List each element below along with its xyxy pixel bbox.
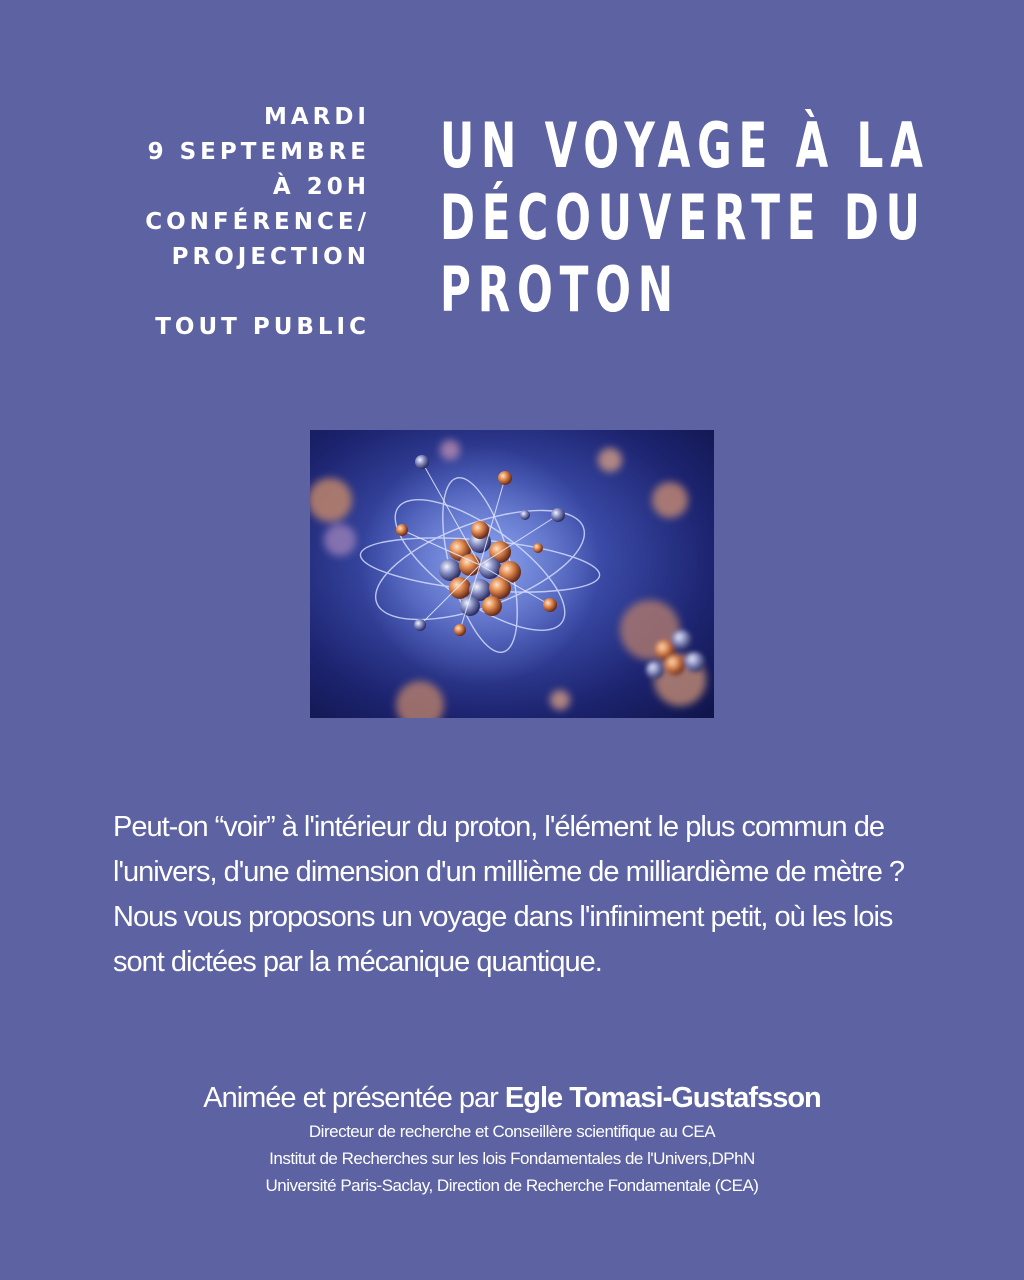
poster-title: [440, 109, 930, 326]
atom-illustration: [310, 430, 714, 718]
description-paragraph2: Nous vous proposons un voyage dans l'infiniment petit, où les lois sont dictées par la mécanique quantique.: [113, 901, 893, 978]
event-audience: TOUT PUBLIC: [155, 314, 370, 340]
presenter-block: [0, 1078, 1024, 1199]
event-type-line1: CONFÉRENCE/: [145, 209, 370, 235]
event-info: [100, 100, 370, 345]
presenter-lead: [0, 1078, 1024, 1118]
event-day: MARDI: [263, 104, 370, 130]
title-line1: UN VOYAGE À LA: [440, 109, 930, 182]
presenter-intro: Animée et présentée par: [203, 1082, 505, 1114]
event-time: À 20H: [272, 174, 370, 200]
description: [113, 805, 933, 985]
presenter-name: Egle Tomasi-Gustafsson: [504, 1082, 821, 1114]
title-line3: PROTON: [440, 253, 680, 326]
presenter-credit3: Université Paris-Saclay, Direction de Recherche Fondamentale (CEA): [265, 1176, 759, 1195]
presenter-credit2: Institut de Recherches sur les lois Fondamentales de l'Univers,DPhN: [269, 1149, 755, 1168]
presenter-credit1: Directeur de recherche et Conseillère scientifique au CEA: [308, 1122, 716, 1141]
description-paragraph1: Peut-on “voir” à l'intérieur du proton, l'élément le plus commun de l'univers, d'une dimension d'un millième de milliardième de mètre ?: [113, 811, 905, 888]
event-type-line2: PROJECTION: [171, 244, 370, 270]
title-line2: DÉCOUVERTE DU: [440, 181, 927, 254]
event-date: 9 SEPTEMBRE: [147, 139, 370, 165]
